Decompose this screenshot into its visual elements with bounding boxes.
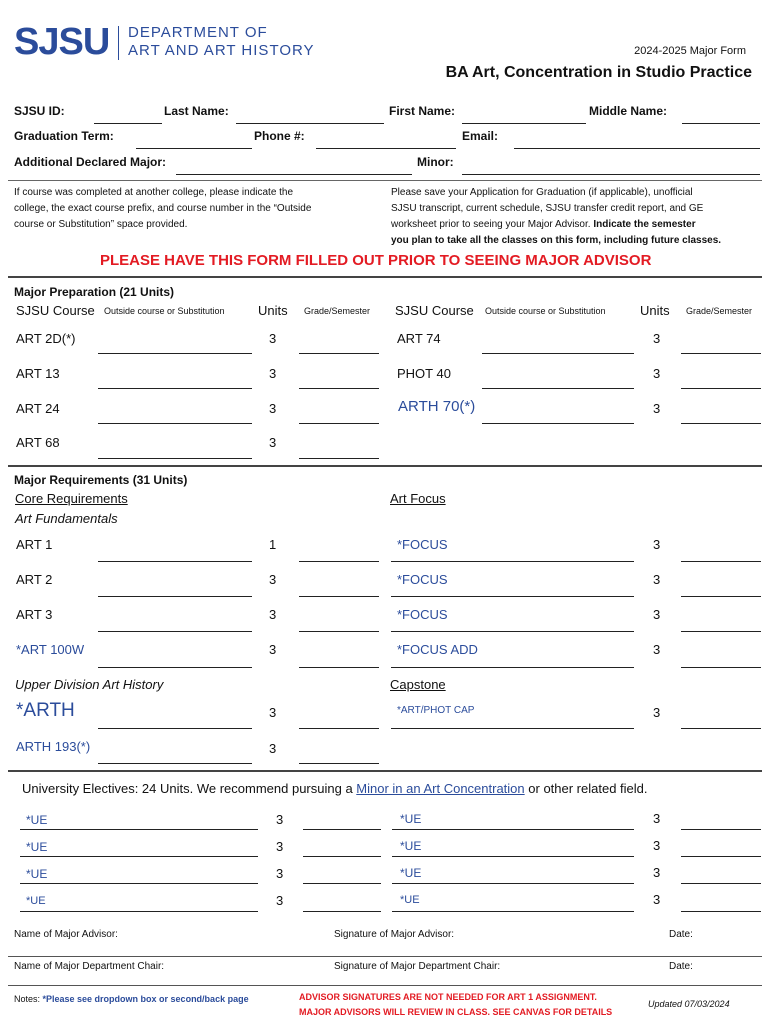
advisor-signature-line[interactable] <box>8 956 762 957</box>
first-name-label: First Name: <box>389 104 456 118</box>
notes <box>14 994 249 1004</box>
grade-field[interactable] <box>681 728 761 729</box>
grade-field[interactable] <box>299 561 379 562</box>
course-label: ART 2 <box>16 572 53 587</box>
units-value: 3 <box>653 811 661 826</box>
units-value: 3 <box>653 838 661 853</box>
phone-label: Phone #: <box>254 129 305 143</box>
dept-name-line2: ART AND ART HISTORY <box>128 42 315 59</box>
focus-course-field[interactable] <box>391 561 634 562</box>
units-value: 3 <box>269 741 277 756</box>
updated-date: Updated 07/03/2024 <box>648 999 730 1009</box>
units-value: 1 <box>269 537 277 552</box>
grade-field[interactable] <box>299 596 379 597</box>
units-value: 3 <box>653 572 661 587</box>
course-label: ART 1 <box>16 537 53 552</box>
course-label: *UE <box>26 840 48 854</box>
units-value: 3 <box>653 892 661 907</box>
sjsu-logo: SJSU <box>14 21 110 63</box>
grade-field[interactable] <box>299 667 379 668</box>
elective-course-field[interactable] <box>20 829 258 830</box>
units-value: 3 <box>276 839 284 854</box>
grade-field[interactable] <box>681 667 761 668</box>
course-label: ART 2D(*) <box>16 331 76 346</box>
course-label: ART 74 <box>397 331 441 346</box>
grade-field[interactable] <box>299 388 379 389</box>
advisor-date-label: Date: <box>669 929 693 940</box>
course-label: *FOCUS <box>397 607 448 622</box>
units-value: 3 <box>269 705 277 720</box>
course-label: *UE <box>400 812 422 826</box>
chair-signature-label: Signature of Major Department Chair: <box>334 961 501 972</box>
units-value: 3 <box>276 812 284 827</box>
elective-course-field[interactable] <box>20 856 258 857</box>
outside-course-field[interactable] <box>482 353 634 354</box>
sjsu-id-label: SJSU ID: <box>14 104 65 118</box>
major-req-title: Major Requirements (31 Units) <box>14 473 188 487</box>
logo-divider <box>118 26 119 60</box>
course-label: *UE <box>400 839 422 853</box>
instructions-right-2: SJSU transcript, current schedule, SJSU transfer credit report, and GE <box>391 203 704 214</box>
grade-field[interactable] <box>681 388 761 389</box>
outside-course-field[interactable] <box>98 423 252 424</box>
instructions-right-3 <box>391 219 696 230</box>
additional-major-field[interactable] <box>176 174 412 175</box>
units-value: 3 <box>653 705 661 720</box>
units-value: 3 <box>653 865 661 880</box>
advisor-name-label: Name of Major Advisor: <box>14 929 118 940</box>
grade-field[interactable] <box>303 883 381 884</box>
units-value: 3 <box>269 401 277 416</box>
section-divider <box>8 465 762 467</box>
grade-field[interactable] <box>299 728 379 729</box>
outside-course-field[interactable] <box>98 728 252 729</box>
outside-course-field[interactable] <box>482 388 634 389</box>
email-field[interactable] <box>514 148 760 149</box>
grade-field[interactable] <box>303 911 381 912</box>
units-value: 3 <box>276 866 284 881</box>
grad-term-field[interactable] <box>136 148 252 149</box>
notes-value: *Please see dropdown box or second/back page <box>42 994 249 1004</box>
instructions-right-1: Please save your Application for Graduation (if applicable), unofficial <box>391 187 693 198</box>
course-label: *UE <box>26 895 46 907</box>
chair-date-label: Date: <box>669 961 693 972</box>
course-label: ART 68 <box>16 435 60 450</box>
email-label: Email: <box>462 129 499 143</box>
course-label: ART 13 <box>16 366 60 381</box>
dept-name-line1: DEPARTMENT OF <box>128 24 268 41</box>
col-header-outside: Outside course or Substitution <box>104 306 225 316</box>
last-name-field[interactable] <box>236 123 384 124</box>
course-label: ART 3 <box>16 607 53 622</box>
outside-course-field[interactable] <box>98 388 252 389</box>
sjsu-id-field[interactable] <box>94 123 162 124</box>
course-label: PHOT 40 <box>397 366 451 381</box>
course-label: ARTH 70(*) <box>398 398 476 415</box>
grade-field[interactable] <box>303 829 381 830</box>
instructions-left-2: college, the exact course prefix, and course number in the “Outside <box>14 203 312 214</box>
advisor-signature-label: Signature of Major Advisor: <box>334 929 455 940</box>
phone-field[interactable] <box>316 148 456 149</box>
upper-division-heading: Upper Division Art History <box>15 677 164 692</box>
units-value: 3 <box>653 331 661 346</box>
grade-field[interactable] <box>681 561 761 562</box>
last-name-label: Last Name: <box>164 104 229 118</box>
units-value: 3 <box>269 331 277 346</box>
grade-field[interactable] <box>299 423 379 424</box>
page-title: BA Art, Concentration in Studio Practice <box>445 64 752 81</box>
grade-field[interactable] <box>681 596 761 597</box>
chair-signature-line[interactable] <box>8 985 762 986</box>
course-label: ARTH 193(*) <box>16 739 91 754</box>
outside-course-field[interactable] <box>98 353 252 354</box>
electives-heading <box>22 781 648 796</box>
grade-field[interactable] <box>681 883 761 884</box>
grad-term-label: Graduation Term: <box>14 129 114 143</box>
outside-course-field[interactable] <box>98 561 252 562</box>
units-value: 3 <box>269 435 277 450</box>
units-value: 3 <box>276 893 284 908</box>
art-fundamentals-heading: Art Fundamentals <box>15 511 118 526</box>
instructions-left-1: If course was completed at another college, please indicate the <box>14 187 294 198</box>
units-value: 3 <box>653 366 661 381</box>
course-label: *UE <box>26 813 48 827</box>
col-header-sjsu-course-2: SJSU Course <box>395 303 474 318</box>
outside-course-field[interactable] <box>98 458 252 459</box>
instructions-right-3-text: worksheet prior to seeing your Major Advisor. <box>391 219 594 230</box>
elective-course-field[interactable] <box>392 883 634 884</box>
minor-link[interactable]: Minor in an Art Concentration <box>356 781 525 796</box>
elective-course-field[interactable] <box>20 883 258 884</box>
units-value: 3 <box>269 607 277 622</box>
divider <box>8 180 762 181</box>
minor-label: Minor: <box>417 155 454 169</box>
elective-course-field[interactable] <box>20 911 258 912</box>
grade-field[interactable] <box>681 353 761 354</box>
grade-field[interactable] <box>681 631 761 632</box>
course-label: *UE <box>400 866 422 880</box>
signature-warning-2: MAJOR ADVISORS WILL REVIEW IN CLASS. SEE CANVAS FOR DETAILS <box>299 1007 613 1017</box>
course-label: *UE <box>26 867 48 881</box>
course-label: *FOCUS <box>397 572 448 587</box>
art-focus-heading: Art Focus <box>390 491 446 506</box>
grade-field[interactable] <box>299 763 379 764</box>
instructions-right-3-bold: Indicate the semester <box>593 219 696 230</box>
course-label: *ART/PHOT CAP <box>397 705 475 716</box>
course-label: *UE <box>400 894 420 906</box>
grade-field[interactable] <box>681 423 761 424</box>
col-header-units: Units <box>258 303 288 318</box>
elective-course-field[interactable] <box>392 856 634 857</box>
core-requirements-heading: Core Requirements <box>15 491 128 506</box>
grade-field[interactable] <box>681 856 761 857</box>
col-header-grade: Grade/Semester <box>304 306 371 316</box>
units-value: 3 <box>653 607 661 622</box>
section-divider <box>8 276 762 278</box>
units-value: 3 <box>653 537 661 552</box>
advisor-alert: PLEASE HAVE THIS FORM FILLED OUT PRIOR TO SEEING MAJOR ADVISOR <box>100 252 652 269</box>
grade-field[interactable] <box>681 911 761 912</box>
outside-course-field[interactable] <box>98 763 252 764</box>
col-header-outside-2: Outside course or Substitution <box>485 306 606 316</box>
course-label: *ART 100W <box>16 642 85 657</box>
focus-course-field[interactable] <box>391 667 634 668</box>
course-label: *FOCUS <box>397 537 448 552</box>
minor-field[interactable] <box>462 174 760 175</box>
outside-course-field[interactable] <box>482 423 634 424</box>
units-value: 3 <box>653 642 661 657</box>
chair-name-label: Name of Major Department Chair: <box>14 961 165 972</box>
form-year: 2024-2025 Major Form <box>634 45 746 57</box>
col-header-grade-2: Grade/Semester <box>686 306 753 316</box>
outside-course-field[interactable] <box>98 596 252 597</box>
capstone-course-field[interactable] <box>391 728 634 729</box>
course-label: *FOCUS ADD <box>397 642 478 657</box>
instructions-right-4: you plan to take all the classes on this form, including future classes. <box>391 235 722 246</box>
elective-course-field[interactable] <box>392 911 634 912</box>
first-name-field[interactable] <box>462 123 586 124</box>
course-label: ART 24 <box>16 401 60 416</box>
units-value: 3 <box>269 572 277 587</box>
focus-course-field[interactable] <box>391 596 634 597</box>
grade-field[interactable] <box>299 458 379 459</box>
capstone-heading: Capstone <box>390 677 446 692</box>
outside-course-field[interactable] <box>98 667 252 668</box>
additional-major-label: Additional Declared Major: <box>14 155 167 169</box>
grade-field[interactable] <box>299 353 379 354</box>
grade-field[interactable] <box>681 829 761 830</box>
section-divider <box>8 770 762 772</box>
units-value: 3 <box>653 401 661 416</box>
middle-name-label: Middle Name: <box>589 104 668 118</box>
notes-label: Notes: <box>14 994 43 1004</box>
outside-course-field[interactable] <box>98 631 252 632</box>
focus-course-field[interactable] <box>391 631 634 632</box>
units-value: 3 <box>269 642 277 657</box>
col-header-sjsu-course: SJSU Course <box>16 303 95 318</box>
units-value: 3 <box>269 366 277 381</box>
middle-name-field[interactable] <box>682 123 760 124</box>
electives-text-end: or other related field. <box>524 781 648 796</box>
elective-course-field[interactable] <box>392 829 634 830</box>
major-prep-title: Major Preparation (21 Units) <box>14 285 175 299</box>
electives-text: University Electives: 24 Units. We recommend pursuing a <box>22 781 357 796</box>
signature-warning-1: ADVISOR SIGNATURES ARE NOT NEEDED FOR ART 1 ASSIGNMENT. <box>299 992 597 1002</box>
grade-field[interactable] <box>303 856 381 857</box>
col-header-units-2: Units <box>640 303 670 318</box>
course-label: *ARTH <box>16 700 75 721</box>
instructions-left-3: course or Substitution” space provided. <box>14 219 188 230</box>
grade-field[interactable] <box>299 631 379 632</box>
